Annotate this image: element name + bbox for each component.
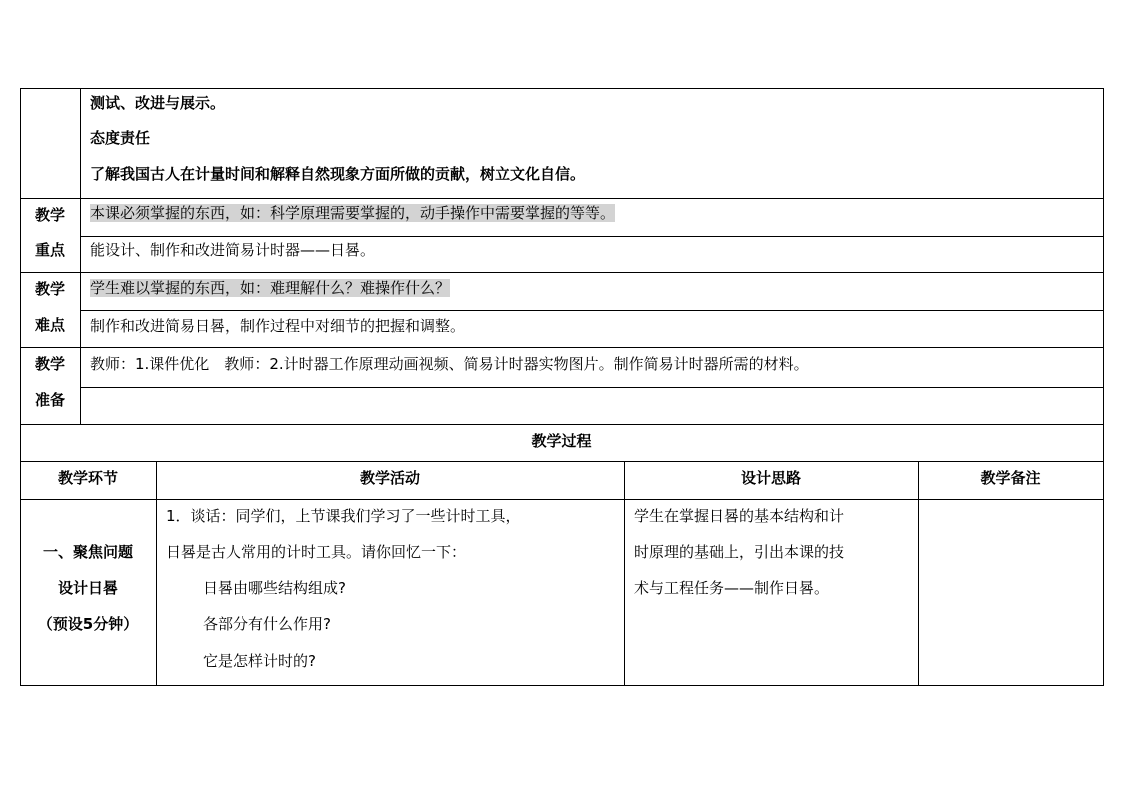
label-column-divider <box>80 88 81 424</box>
table-border-top <box>20 88 1103 89</box>
column-header: 教学备注 <box>980 469 1041 487</box>
stage-title: 一、聚焦问题 <box>42 543 133 561</box>
row-label: 重点 <box>34 241 65 259</box>
column-divider <box>624 461 625 685</box>
row-divider <box>80 236 1103 237</box>
activity-question: 日晷由哪些结构组成? <box>203 579 346 597</box>
row-divider <box>20 272 1103 273</box>
row-divider <box>20 347 1103 348</box>
activity-line: 日晷是古人常用的计时工具。请你回忆一下： <box>166 543 467 561</box>
placeholder-hint: 本课必须掌握的东西，如：科学原理需要掌握的，动手操作中需要掌握的等等。 <box>90 204 616 222</box>
row-label: 教学 <box>34 280 65 298</box>
design-line: 时原理的基础上，引出本课的技 <box>634 543 845 561</box>
design-line: 术与工程任务——制作日晷。 <box>634 579 830 597</box>
column-header: 教学活动 <box>359 469 420 487</box>
key-points-content: 能设计、制作和改进简易计时器——日晷。 <box>90 241 376 259</box>
objectives-line: 了解我国古人在计量时间和解释自然现象方面所做的贡献，树立文化自信。 <box>90 165 586 183</box>
row-label: 教学 <box>34 355 65 373</box>
row-divider <box>80 310 1103 311</box>
row-label: 难点 <box>34 316 65 334</box>
stage-subtitle: 设计日晷 <box>57 579 118 597</box>
row-label: 准备 <box>34 391 65 409</box>
row-divider <box>80 387 1103 388</box>
row-divider <box>20 461 1103 462</box>
row-divider <box>20 424 1103 425</box>
design-line: 学生在掌握日晷的基本结构和计 <box>634 507 845 525</box>
row-divider <box>20 499 1103 500</box>
table-border-bottom <box>20 685 1103 686</box>
difficulties-content: 制作和改进简易日晷，制作过程中对细节的把握和调整。 <box>90 317 466 335</box>
column-divider <box>918 461 919 685</box>
placeholder-hint: 学生难以掌握的东西，如：难理解什么？难操作什么？ <box>90 279 451 297</box>
column-divider <box>156 461 157 685</box>
column-header: 教学环节 <box>57 469 118 487</box>
activity-line: 1．谈话：同学们，上节课我们学习了一些计时工具， <box>166 507 521 525</box>
row-label: 教学 <box>34 206 65 224</box>
row-divider <box>20 198 1103 199</box>
objectives-heading: 态度责任 <box>90 129 151 147</box>
table-border-right <box>1103 88 1104 686</box>
preparation-content: 教师：1.课件优化 教师：2.计时器工作原理动画视频、简易计时器实物图片。制作简易计时器所需的材料。 <box>90 355 809 373</box>
activity-question: 各部分有什么作用? <box>203 615 331 633</box>
column-header: 设计思路 <box>740 469 801 487</box>
stage-duration: （预设5分钟） <box>37 615 139 633</box>
activity-question: 它是怎样计时的? <box>203 652 316 670</box>
objectives-line: 测试、改进与展示。 <box>90 94 226 112</box>
section-title: 教学过程 <box>531 432 592 450</box>
